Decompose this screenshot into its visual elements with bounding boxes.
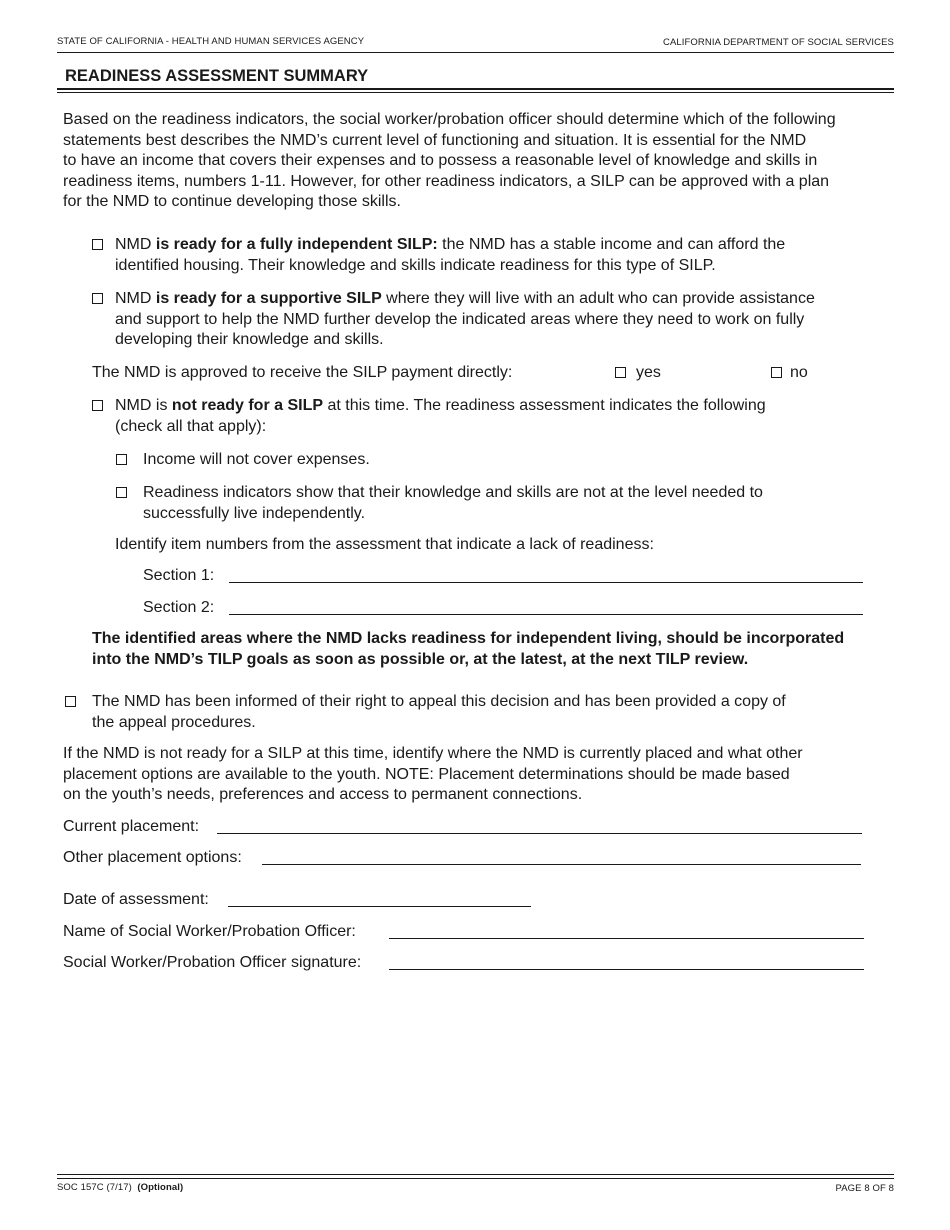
section-title: READINESS ASSESSMENT SUMMARY [65, 67, 369, 85]
footer-rule-top [57, 1174, 894, 1175]
identify-label: Identify item numbers from the assessment that indicate a lack of readiness: [115, 536, 654, 553]
worker-signature-field[interactable] [389, 969, 864, 970]
payment-no-checkbox[interactable] [771, 367, 782, 378]
income-label: Income will not cover expenses. [143, 451, 370, 468]
current-placement-label: Current placement: [63, 818, 200, 835]
supportive-silp-checkbox[interactable] [92, 293, 103, 304]
payment-yes-label: yes [636, 364, 661, 381]
worker-name-field[interactable] [389, 938, 864, 939]
department-header: CALIFORNIA DEPARTMENT OF SOCIAL SERVICES [663, 37, 894, 48]
worker-signature-label: Social Worker/Probation Officer signature: [63, 954, 362, 971]
payment-no-label: no [790, 364, 808, 381]
income-checkbox[interactable] [116, 454, 127, 465]
form-id: SOC 157C (7/17) (Optional) [57, 1182, 184, 1193]
current-placement-field[interactable] [217, 833, 862, 834]
skills-label: Readiness indicators show that their knowledge and skills are not at the level needed to successfully live independently. [143, 484, 763, 522]
section2-label: Section 2: [143, 599, 215, 616]
appeal-checkbox[interactable] [65, 696, 76, 707]
date-of-assessment-field[interactable] [228, 906, 531, 907]
section1-label: Section 1: [143, 567, 215, 584]
other-placement-field[interactable] [262, 864, 861, 865]
section1-field[interactable] [229, 582, 863, 583]
worker-name-label: Name of Social Worker/Probation Officer: [63, 923, 356, 940]
supportive-silp-label: NMD is ready for a supportive SILP where they will live with an adult who can provide assistance and support to help the NMD further develop the indicated areas where they need to work on fully developing their knowledge and skills. [115, 290, 815, 348]
title-rule-bottom [57, 92, 894, 93]
section2-field[interactable] [229, 614, 863, 615]
payment-yes-checkbox[interactable] [615, 367, 626, 378]
placement-note: If the NMD is not ready for a SILP at this time, identify where the NMD is currently placed and what other placement options are available to the youth. NOTE: Placement determinations should be made based on the youth’s needs, preferences and access to permanent connections. [63, 745, 803, 803]
independent-silp-label: NMD is ready for a fully independent SILP: the NMD has a stable income and can afford the identified housing. Their knowledge and skills indicate readiness for this type of SILP. [115, 236, 786, 274]
readiness-note: The identified areas where the NMD lacks readiness for independent living, should be incorporated into the NMD’s TILP goals as soon as possible or, at the latest, at the next TILP review. [92, 630, 845, 668]
footer-rule-bottom [57, 1178, 894, 1179]
appeal-label: The NMD has been informed of their right to appeal this decision and has been provided a copy of the appeal procedures. [92, 693, 786, 731]
skills-checkbox[interactable] [116, 487, 127, 498]
not-ready-label: NMD is not ready for a SILP at this time. The readiness assessment indicates the following (check all that apply): [115, 397, 766, 435]
intro-paragraph: Based on the readiness indicators, the social worker/probation officer should determine which of the following statements best describes the NMD’s current level of functioning and situation. It is essential for the NMD to have an income that covers their expenses and to possess a reasonable level of knowledge and skills in readiness items, numbers 1-11. However, for other readiness indicators, a SILP can be approved with a plan for the NMD to continue developing those skills. [63, 111, 836, 210]
other-placement-label: Other placement options: [63, 849, 242, 866]
agency-header: STATE OF CALIFORNIA - HEALTH AND HUMAN SERVICES AGENCY [57, 36, 365, 47]
payment-label: The NMD is approved to receive the SILP payment directly: [92, 364, 513, 381]
not-ready-checkbox[interactable] [92, 400, 103, 411]
date-of-assessment-label: Date of assessment: [63, 891, 209, 908]
title-rule-top [57, 88, 894, 90]
page-number: PAGE 8 OF 8 [835, 1183, 894, 1194]
independent-silp-checkbox[interactable] [92, 239, 103, 250]
header-rule [57, 52, 894, 53]
